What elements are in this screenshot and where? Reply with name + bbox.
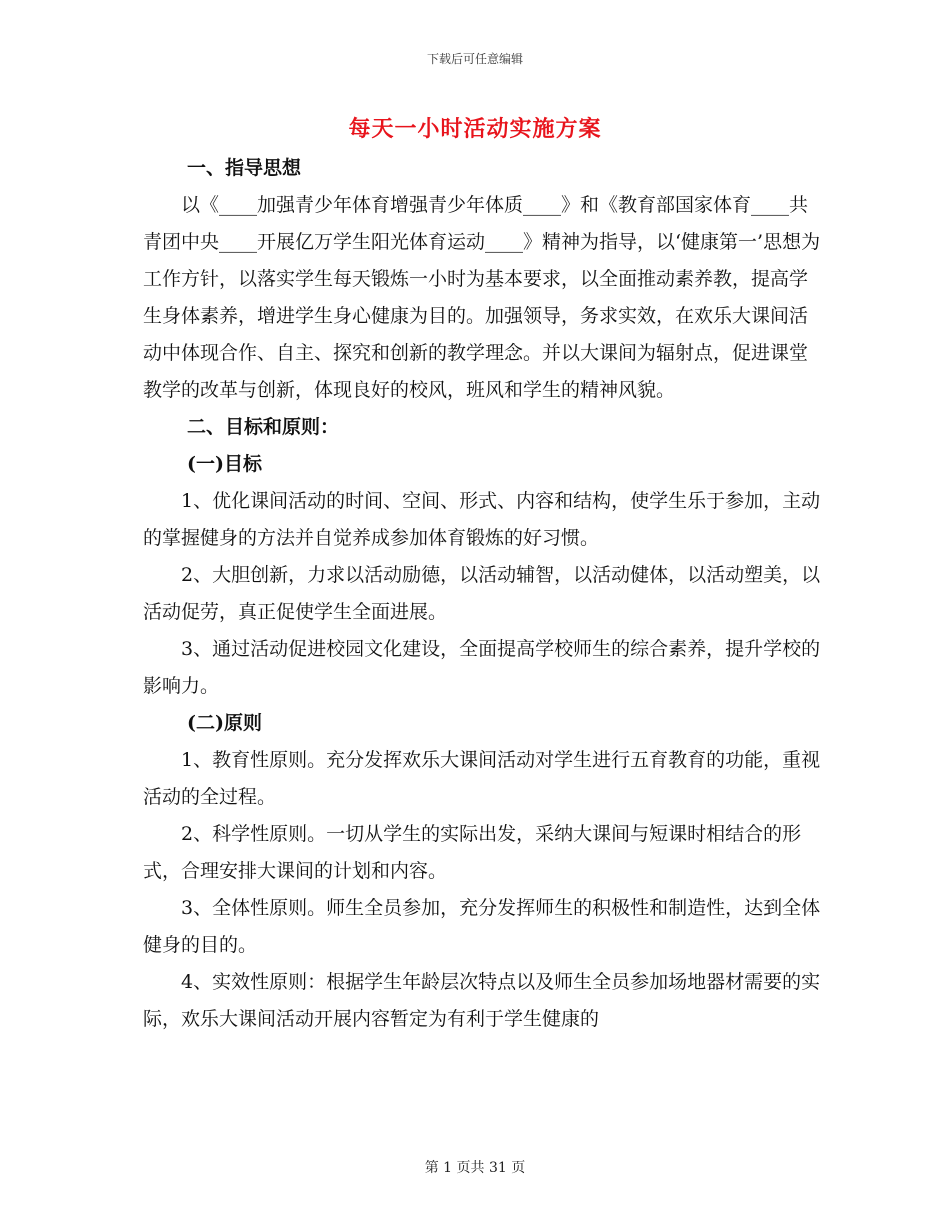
principle-item: 3、全体性原则。师生全员参加，充分发挥师生的积极性和制造性，达到全体健身的目的。 [143,897,821,956]
principle-item: 1、教育性原则。充分发挥欢乐大课间活动对学生进行五育教育的功能，重视活动的全过程。 [143,749,821,808]
subsection-heading-principles: (二)原则 [187,712,262,734]
document-title: 每天一小时活动实施方案 [348,116,602,142]
paragraph-guiding-ideology: 以《____加强青少年体育增强青少年体质____》和《教育部国家体育____共青团中央____开展亿万学生阳光体育运动____》精神为指导，以‘健康第一’思想为工作方针，以落实学生每天锻炼一小时为基本要求，以全面推动素养教，提高学生身体素养，增进学生身心健康为目的。加强领导，务求实效，在欢乐大课间活动中体现合作、自主、探究和创新的教学理念。并以大课间为辐射点，促进课堂教学的改革与创新，体现良好的校风，班风和学生的精神风貌。 [143,194,821,401]
principle-item: 2、科学性原则。一切从学生的实际出发，采纳大课间与短课时相结合的形式，合理安排大课间的计划和内容。 [143,823,802,882]
page-footer: 第 1 页共 31 页 [424,1160,526,1176]
subsection-heading-goals: (一)目标 [187,453,262,475]
goal-item: 3、通过活动促进校园文化建设，全面提高学校师生的综合素养，提升学校的影响力。 [143,638,821,697]
document-body [143,150,823,1038]
principle-item: 4、实效性原则：根据学生年龄层次特点以及师生全员参加场地器材需要的实际，欢乐大课间活动开展内容暂定为有利于学生健康的 [143,971,821,1030]
section-heading-goals-principles: 二、目标和原则： [187,416,340,438]
goal-item: 1、优化课间活动的时间、空间、形式、内容和结构，使学生乐于参加，主动的掌握健身的方法并自觉养成参加体育锻炼的好习惯。 [143,490,821,549]
goal-item: 2、大胆创新，力求以活动励德，以活动辅智，以活动健体，以活动塑美，以活动促劳，真正促使学生全面进展。 [143,564,821,623]
section-heading-guiding-ideology: 一、指导思想 [187,157,302,179]
header-note: 下载后可任意编辑 [426,52,523,66]
